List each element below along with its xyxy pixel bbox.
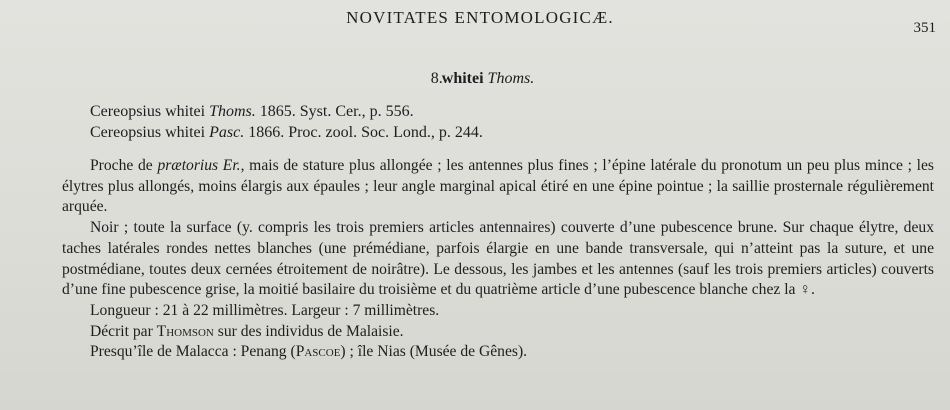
comparison-paragraph: Proche de prætorius Er., mais de stature plus allongée ; les antennes plus fines ; l’épine latérale du pronotum un peu plus mince ; les élytres plus allongés, moins élargis aux épaules ; leur angle marginal apical étiré en une épine pointue ; la saillie prosternale régulièrement arquée. <box>62 157 934 216</box>
locality-paragraph: Presqu’île de Malacca : Penang (Pascoe) ; île Nias (Musée de Gênes). <box>90 343 528 361</box>
running-head: NOVITATES ENTOMOLOGICÆ. <box>346 8 614 27</box>
species-heading <box>0 70 950 88</box>
species-number: 8. <box>430 70 443 87</box>
synonymy-entry: Cereopsius whitei Pasc. 1866. Proc. zool. Soc. Lond., p. 244. <box>90 124 483 141</box>
description-body <box>62 156 934 363</box>
author-name: Thomson <box>156 322 214 340</box>
measurements-paragraph: Longueur : 21 à 22 millimètres. Largeur : 7 millimètres. <box>90 301 440 319</box>
synonymy-list <box>90 101 483 143</box>
synonymy-entry: Cereopsius whitei Thoms. 1865. Syst. Cer., p. 556. <box>90 103 414 120</box>
species-name: whitei <box>441 70 484 87</box>
compared-species: prætorius Er. <box>157 157 241 174</box>
species-author: Thoms. <box>487 70 535 87</box>
collector-name: Pascoe <box>295 343 341 361</box>
page-number: 351 <box>913 20 936 36</box>
coloration-paragraph: Noir ; toute la surface (y. compris les trois premiers articles antennaires) couverte d’une pubescence brune. Sur chaque élytre, deux taches latérales rondes nettes blanches (une prémédiane, parfois élargie en une bande transversale, qui n’atteint pas la suture, et une postmédiane, toutes deux cernées étroitement de noirâtre). Le dessous, les jambes et les antennes (sauf les trois premiers articles) couverts d’une fine pubescence grise, la moitié basilaire du troisième et du quatrième article d’une pubescence blanche chez la ♀. <box>62 219 934 299</box>
description-credit: Décrit par Thomson sur des individus de Malaisie. <box>90 322 404 340</box>
